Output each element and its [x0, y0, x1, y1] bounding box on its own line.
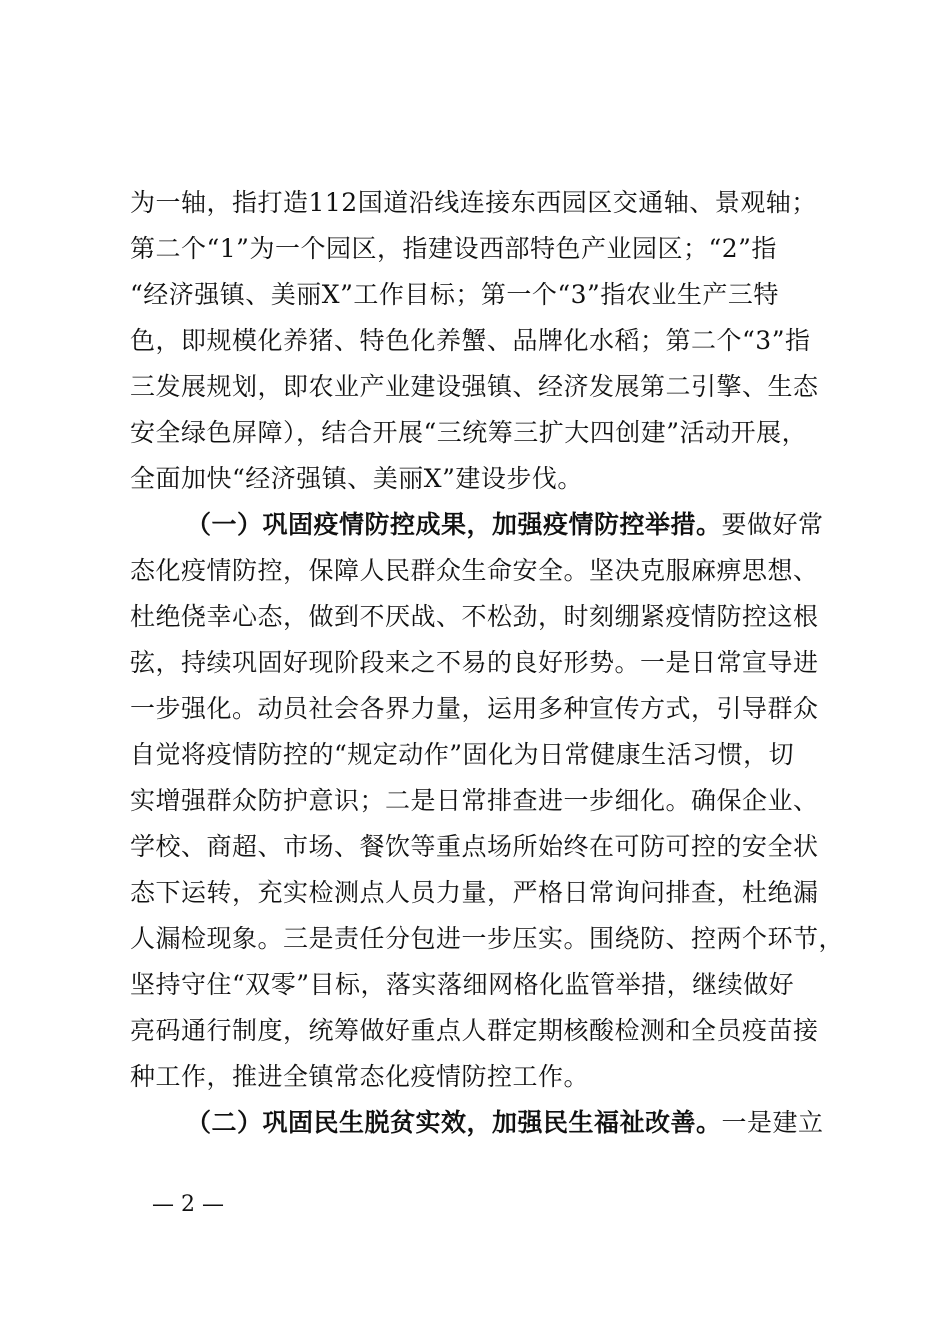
section-heading-line [130, 1100, 850, 1146]
body-text [130, 180, 850, 1146]
text-line: 实增强群众防护意识；二是日常排查进一步细化。确保企业、 [130, 786, 819, 815]
paragraph-epidemic-prevention [130, 502, 850, 1100]
text-line: 亮码通行制度，统筹做好重点人群定期核酸检测和全员疫苗接 [130, 1016, 819, 1045]
text-span: 要做好常 [721, 510, 824, 539]
text-span: 一是建立 [721, 1108, 824, 1137]
page-number: — 2 — [152, 1192, 224, 1217]
text-line: 杜绝侥幸心态，做到不厌战、不松劲，时刻绷紧疫情防控这根 [130, 602, 819, 631]
text-line: 为一轴，指打造112国道沿线连接东西园区交通轴、景观轴； [130, 188, 817, 217]
section-heading-line [130, 502, 850, 548]
text-line: 种工作，推进全镇常态化疫情防控工作。 [130, 1062, 590, 1091]
text-line: 态化疫情防控，保障人民群众生命安全。坚决克服麻痹思想、 [130, 556, 819, 585]
text-line: 自觉将疫情防控的“规定动作”固化为日常健康生活习惯，切 [130, 740, 795, 769]
text-line: 安全绿色屏障），结合开展“三统筹三扩大四创建”活动开展， [130, 418, 808, 447]
text-line: 学校、商超、市场、餐饮等重点场所始终在可防可控的安全状 [130, 832, 819, 861]
text-line: 态下运转，充实检测点人员力量，严格日常询问排查，杜绝漏 [130, 878, 819, 907]
text-line: 弦，持续巩固好现阶段来之不易的良好形势。一是日常宣导进 [130, 648, 819, 677]
text-line: 全面加快“经济强镇、美丽X”建设步伐。 [130, 464, 583, 493]
paragraph-livelihood [130, 1100, 850, 1146]
text-line: 坚持守住“双零”目标，落实落细网格化监管举措，继续做好 [130, 970, 795, 999]
paragraph-intro [130, 180, 850, 502]
text-line: 色，即规模化养猪、特色化养蟹、品牌化水稻；第二个“3”指 [130, 326, 811, 355]
text-line: 三发展规划，即农业产业建设强镇、经济发展第二引擎、生态 [130, 372, 819, 401]
text-line: 一步强化。动员社会各界力量，运用多种宣传方式，引导群众 [130, 694, 819, 723]
section-heading-1: （一）巩固疫情防控成果，加强疫情防控举措。 [186, 510, 722, 539]
text-line: 第二个“1”为一个园区，指建设西部特色产业园区；“2”指 [130, 234, 777, 263]
text-line: 人漏检现象。三是责任分包进一步压实。围绕防、控两个环节， [130, 924, 845, 953]
text-line: “经济强镇、美丽X”工作目标；第一个“3”指农业生产三特 [130, 280, 779, 309]
section-heading-2: （二）巩固民生脱贫实效，加强民生福祉改善。 [186, 1108, 722, 1137]
